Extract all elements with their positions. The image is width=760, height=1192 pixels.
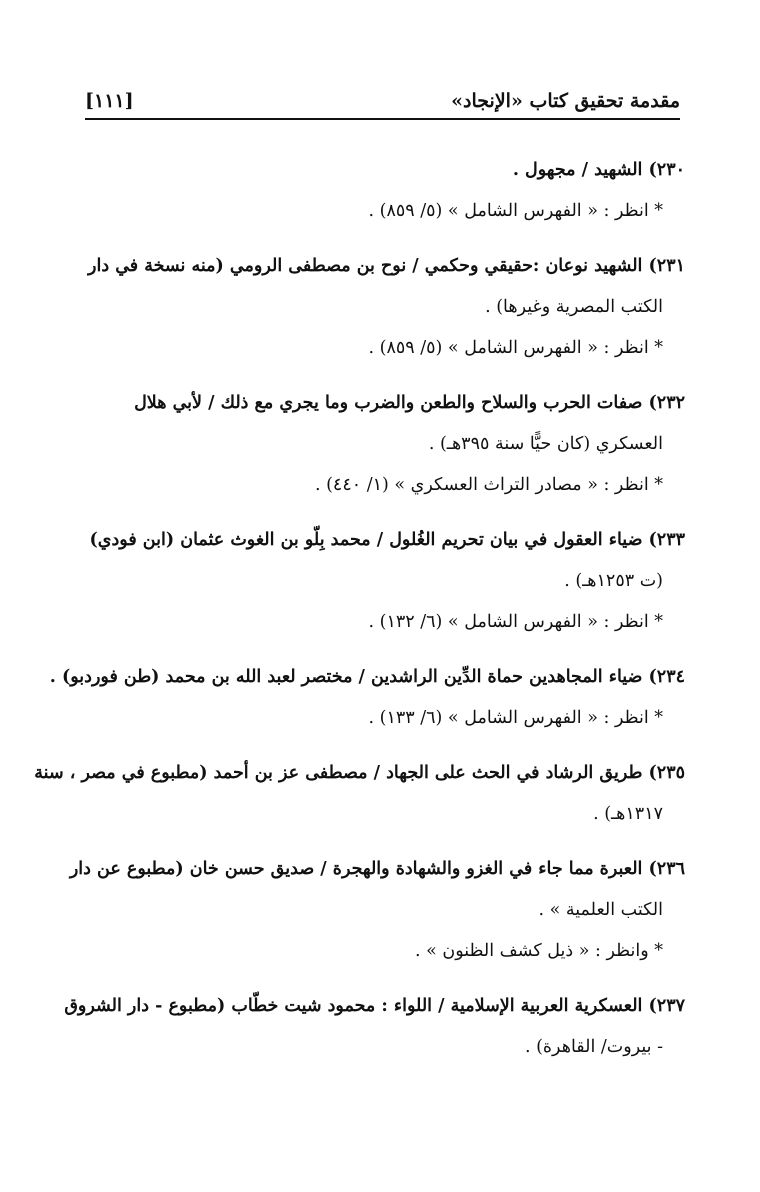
- entry-reference: * انظر : « الفهرس الشامل » (٥/ ٨٥٩) .: [368, 201, 663, 221]
- entry-heading: ٢٣٧) العسكرية العربية الإسلامية / اللواء : محمود شيت خطّاب (مطبوع - دار الشروق: [64, 996, 685, 1016]
- entry-continuation: الكتب المصرية وغيرها) .: [485, 297, 663, 317]
- entry-reference: * انظر : « مصادر التراث العسكري » (١/ ٤٤٠) .: [314, 475, 663, 495]
- entry-reference: * انظر : « الفهرس الشامل » (٦/ ١٣٢) .: [368, 612, 663, 632]
- entry-reference: * انظر : « الفهرس الشامل » (٥/ ٨٥٩) .: [368, 338, 663, 358]
- page-number: [١١١]: [85, 90, 134, 112]
- running-title: مقدمة تحقيق كتاب «الإنجاد»: [451, 90, 680, 112]
- entry-heading: ٢٣٣) ضياء العقول في بيان تحريم الغُلول / محمد بِلّو بن الغوث عثمان (ابن فودي): [89, 530, 685, 550]
- entry-231: [80, 246, 685, 369]
- entry-235: [34, 753, 685, 835]
- entry-reference: * وانظر : « ذيل كشف الظنون » .: [414, 941, 663, 961]
- entry-234: [49, 657, 685, 739]
- entry-heading: ٢٣١) الشهيد نوعان :حقيقي وحكمي / نوح بن مصطفى الرومي (منه نسخة في دار: [88, 256, 685, 276]
- entry-continuation: - بيروت/ القاهرة) .: [524, 1037, 663, 1057]
- entry-230: [80, 150, 685, 232]
- entry-continuation: (ت ١٢٥٣هـ) .: [564, 571, 663, 591]
- entry-heading: ٢٣٥) طريق الرشاد في الحث على الجهاد / مصطفى عز بن أحمد (مطبوع في مصر ، سنة: [34, 763, 685, 783]
- entries-list: [34, 150, 685, 1082]
- entry-232: [80, 383, 685, 506]
- entry-continuation: ١٣١٧هـ) .: [593, 804, 663, 824]
- entry-heading: ٢٣٠) الشهيد / مجهول .: [512, 160, 685, 180]
- entry-continuation: الكتب العلمية » .: [538, 900, 663, 920]
- page-header: [85, 82, 680, 120]
- entry-heading: ٢٣٤) ضياء المجاهدين حماة الدِّين الراشدين / مختصر لعبد الله بن محمد (طن فوردبو) .: [49, 667, 685, 687]
- entry-reference: * انظر : « الفهرس الشامل » (٦/ ١٣٣) .: [368, 708, 663, 728]
- entry-heading: ٢٣٦) العبرة مما جاء في الغزو والشهادة والهجرة / صديق حسن خان (مطبوع عن دار: [69, 859, 685, 879]
- entry-continuation: العسكري (كان حيًّا سنة ٣٩٥هـ) .: [428, 434, 663, 454]
- entry-233: [80, 520, 685, 643]
- entry-236: [69, 849, 685, 972]
- entry-heading: ٢٣٢) صفات الحرب والسلاح والطعن والضرب وما يجري مع ذلك / لأبي هلال: [134, 393, 685, 413]
- entry-237: [64, 986, 685, 1068]
